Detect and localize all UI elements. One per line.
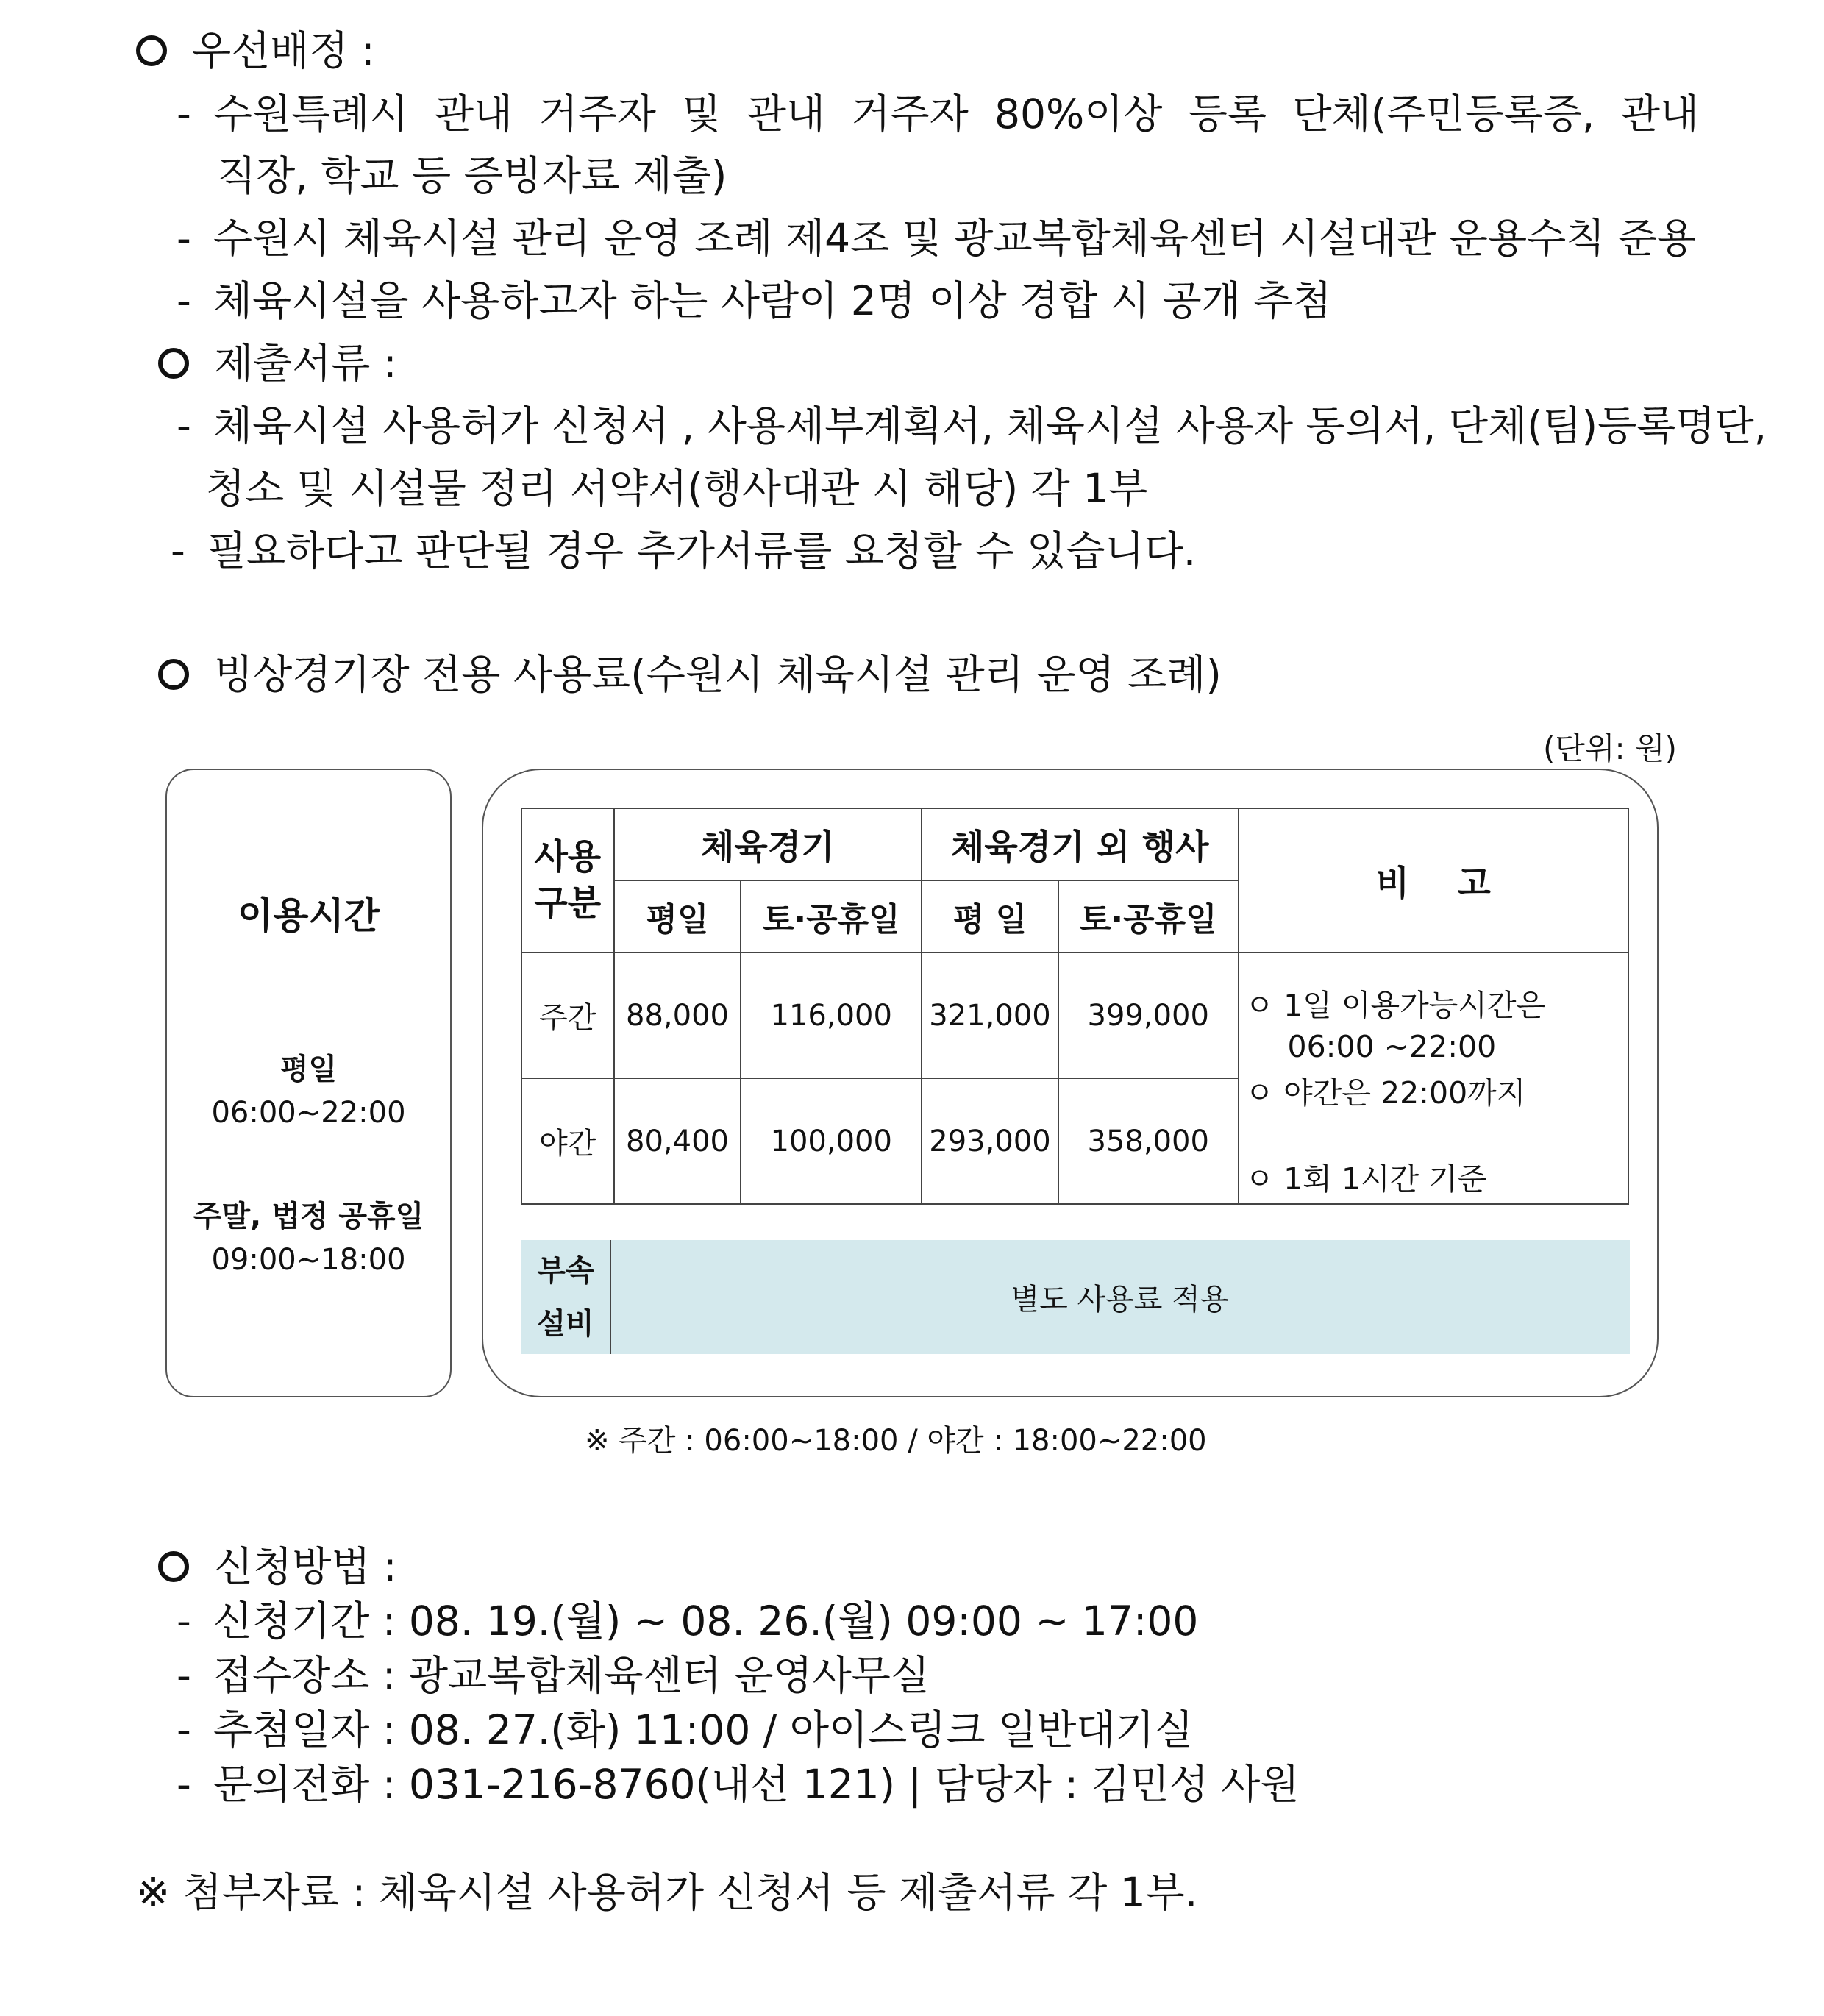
unit-label: (단위: 원)	[1543, 730, 1677, 766]
circle-bullet-icon	[136, 35, 167, 66]
fee-table	[521, 808, 1629, 1205]
events-holiday-header: 토·공휴일	[1058, 880, 1239, 952]
usage-hours-title: 이용시간	[237, 894, 380, 937]
time-footnote: ※ 주간 : 06:00~18:00 / 야간 : 18:00~22:00	[585, 1424, 1207, 1458]
note-line-1: ㅇ 1일 이용가능시간은	[1244, 988, 1546, 1023]
row-label-night: 야간	[521, 1078, 614, 1204]
dash-bullet: -	[177, 1598, 191, 1645]
note-cell	[1239, 952, 1628, 1204]
cell-day-sports-weekday: 88,000	[614, 952, 741, 1078]
sports-holiday-header: 토·공휴일	[741, 880, 922, 952]
sports-weekday-header: 평일	[614, 880, 741, 952]
cell-day-events-weekday: 321,000	[922, 952, 1058, 1078]
apply-draw-date: - 추첨일자 : 08. 27.(화) 11:00 / 아이스링크 일반대기실	[177, 1706, 1194, 1753]
dash-bullet: -	[177, 90, 191, 138]
cell-night-sports-weekday: 80,400	[614, 1078, 741, 1204]
events-header: 체육경기 외 행사	[922, 808, 1239, 880]
dash-bullet: -	[177, 1652, 191, 1699]
events-weekday-header: 평 일	[922, 880, 1058, 952]
dash-bullet: -	[177, 277, 191, 324]
weekday-time: 06:00~22:00	[211, 1096, 406, 1130]
row-label-day: 주간	[521, 952, 614, 1078]
apply-location: - 접수장소 : 광교복합체육센터 운영사무실	[177, 1652, 930, 1699]
dash-bullet: -	[177, 402, 191, 449]
circle-bullet-icon	[158, 659, 189, 690]
documents-item-1-cont: 청소 및 시설물 정리 서약서(행사대관 시 해당) 각 1부	[206, 465, 1148, 512]
cell-night-events-weekday: 293,000	[922, 1078, 1058, 1204]
priority-heading: 우선배정 :	[136, 31, 375, 71]
attachment-note: ※ 첨부자료 : 체육시설 사용허가 신청서 등 제출서류 각 1부.	[136, 1869, 1198, 1916]
circle-bullet-icon	[158, 348, 189, 379]
cell-day-sports-holiday: 116,000	[741, 952, 922, 1078]
documents-item-2: - 필요하다고 판단될 경우 추가서류를 요청할 수 있습니다.	[171, 527, 1197, 574]
weekday-label: 평일	[279, 1052, 338, 1086]
dash-bullet: -	[177, 215, 191, 262]
documents-item-1: - 체육시설 사용허가 신청서 , 사용세부계획서, 체육시설 사용자 동의서, 단체(팀)등록명단,	[177, 402, 1767, 449]
priority-item-2: - 수원시 체육시설 관리 운영 조례 제4조 및 광교복합체육센터 시설대관 운용수칙 준용	[177, 215, 1697, 262]
dash-bullet: -	[177, 1706, 191, 1753]
note-line-4: ㅇ 1회 1시간 기준	[1244, 1161, 1487, 1197]
accessory-label: 부속 설비	[521, 1240, 611, 1354]
cell-night-sports-holiday: 100,000	[741, 1078, 922, 1204]
dash-bullet: -	[177, 1761, 191, 1808]
priority-item-1: - 수원특례시 관내 거주자 및 관내 거주자 80%이상 등록 단체(주민등록증, 관내	[177, 90, 1699, 138]
documents-heading: 제출서류 :	[158, 343, 397, 384]
accessory-row	[521, 1240, 1630, 1354]
use-category-header: 사용 구분	[521, 808, 614, 952]
accessory-text: 별도 사용료 적용	[1011, 1283, 1229, 1317]
sports-header: 체육경기	[614, 808, 922, 880]
cell-night-events-holiday: 358,000	[1058, 1078, 1239, 1204]
fee-heading: 빙상경기장 전용 사용료(수원시 체육시설 관리 운영 조례)	[158, 655, 1222, 695]
dash-bullet: -	[171, 527, 185, 574]
apply-heading: 신청방법 :	[158, 1547, 397, 1587]
priority-item-1-cont: 직장, 학교 등 증빙자료 제출)	[217, 152, 727, 199]
note-line-2: 06:00 ~22:00	[1287, 1029, 1497, 1064]
apply-period: - 신청기간 : 08. 19.(월) ~ 08. 26.(월) 09:00 ~ 17:00	[177, 1598, 1199, 1645]
circle-bullet-icon	[158, 1551, 189, 1582]
usage-hours-box	[165, 769, 452, 1397]
priority-item-3: - 체육시설을 사용하고자 하는 사람이 2명 이상 경합 시 공개 추첨	[177, 277, 1332, 324]
apply-contact: - 문의전화 : 031-216-8760(내선 121) | 담당자 : 김민성 사원	[177, 1761, 1300, 1808]
weekend-label: 주말, 법정 공휴일	[193, 1200, 424, 1233]
note-header: 비 고	[1239, 808, 1628, 952]
weekend-time: 09:00~18:00	[211, 1243, 406, 1277]
cell-day-events-holiday: 399,000	[1058, 952, 1239, 1078]
note-line-3: ㅇ 야간은 22:00까지	[1244, 1075, 1526, 1111]
